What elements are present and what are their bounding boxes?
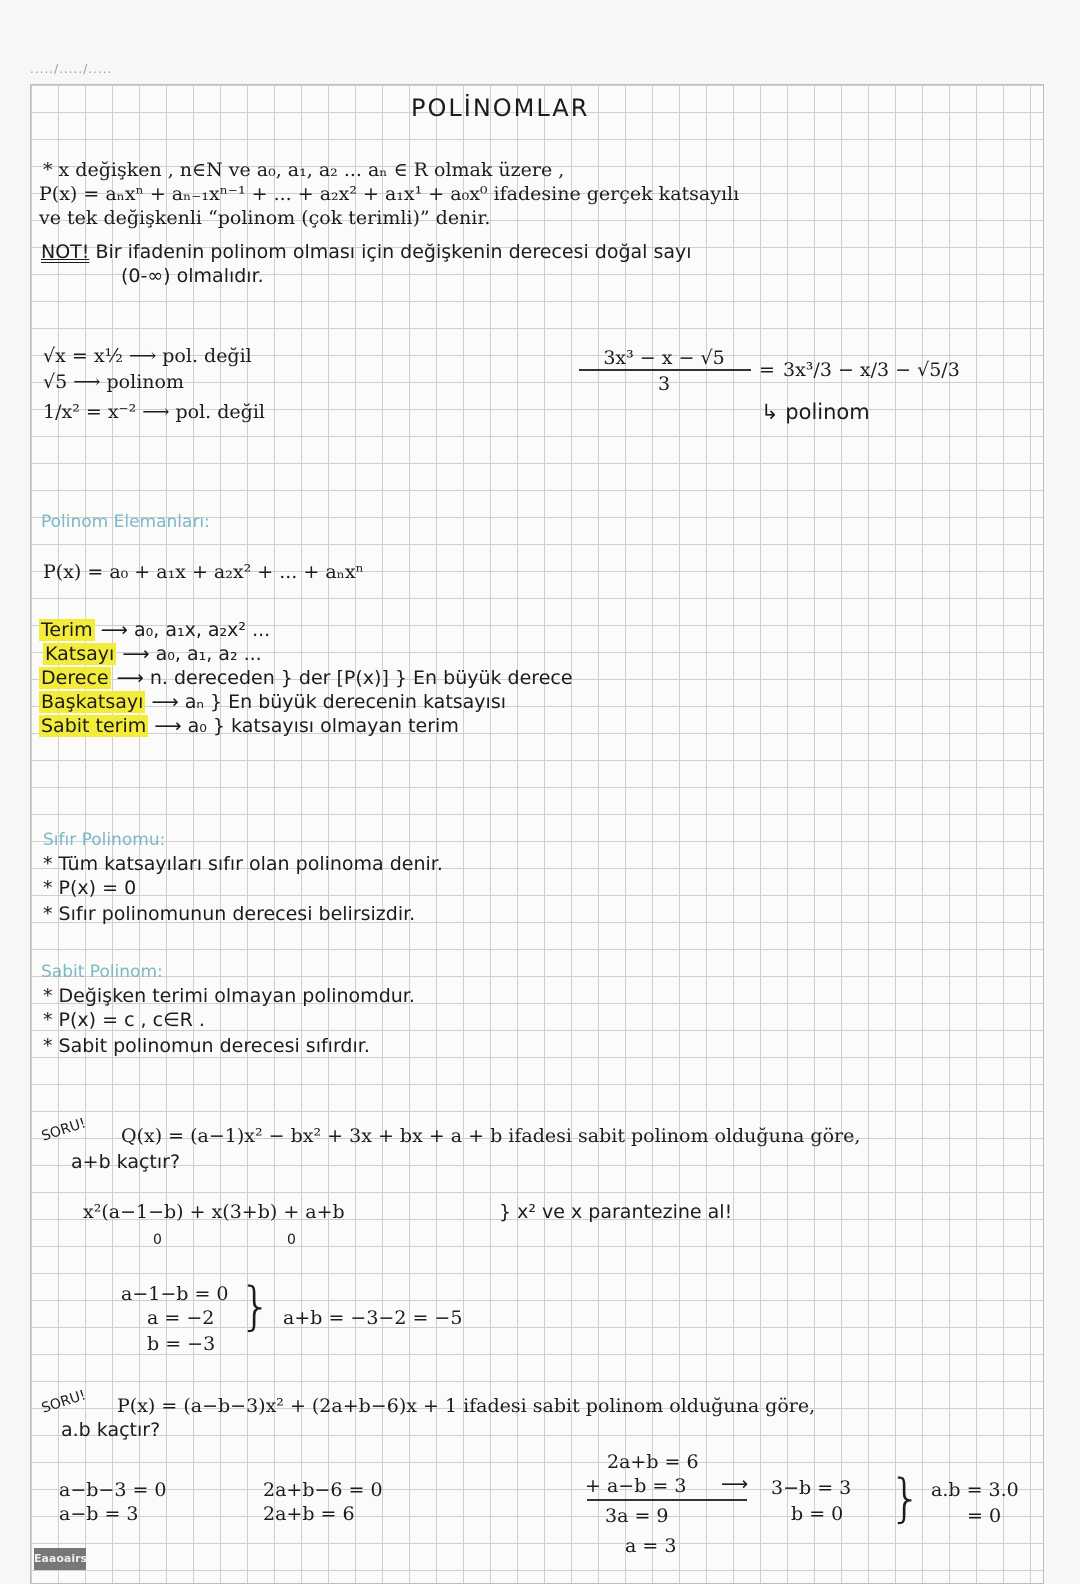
section-heading-zero: Sıfır Polinomu: — [43, 830, 166, 850]
question-1-line-1: Q(x) = (a−1)x² − bx² + 3x + bx + a + b ifadesi sabit polinom olduğuna göre, — [121, 1125, 861, 1147]
question-2-line-1: P(x) = (a−b−3)x² + (2a+b−6)x + 1 ifadesi sabit polinom olduğuna göre, — [117, 1395, 816, 1417]
fraction-split: 3x³/3 − x/3 − √5/3 — [783, 359, 960, 381]
question-2-sum-2: + a−b = 3 — [585, 1475, 687, 1497]
question-1-zero-2: 0 — [287, 1232, 296, 1248]
element-term: Katsayı — [45, 643, 115, 665]
note-block — [41, 241, 692, 263]
notebook-page — [30, 84, 1044, 1584]
question-1-zero-1: 0 — [153, 1232, 162, 1248]
element-value: ⟶ a₀, a₁x, a₂x² ... — [100, 619, 271, 641]
question-2-col1-2: a−b = 3 — [59, 1503, 139, 1525]
watermark-logo: Eaaoairs — [34, 1548, 86, 1570]
question-2-label: SORU! — [39, 1387, 88, 1417]
example-left-3: 1/x² = x⁻² ⟶ pol. değil — [43, 401, 265, 423]
question-1-eq-2: a = −2 — [147, 1307, 215, 1329]
element-value: ⟶ aₙ } En büyük derecenin katsayısı — [151, 691, 507, 713]
brace-icon: } — [239, 1277, 273, 1337]
question-2-sum-1: 2a+b = 6 — [607, 1451, 699, 1473]
element-term: Başkatsayı — [41, 691, 144, 713]
question-1-line-2: a+b kaçtır? — [71, 1151, 181, 1173]
element-row — [39, 619, 270, 641]
intro-line-1: * x değişken , n∈N ve a₀, a₁, a₂ ... aₙ ∈ R olmak üzere , — [43, 159, 565, 181]
zero-item-3: * Sıfır polinomunun derecesi belirsizdir. — [43, 903, 416, 925]
question-2-sum-3: 3a = 9 — [605, 1505, 669, 1527]
element-value: ⟶ n. dereceden } der [P(x)] } En büyük derece — [116, 667, 573, 689]
section-heading-elements: Polinom Elemanları: — [41, 512, 210, 532]
polinom-result: ↳ polinom — [761, 400, 870, 424]
question-2-sub-2: b = 0 — [791, 1503, 844, 1525]
element-row — [39, 691, 506, 713]
intro-line-2: P(x) = aₙxⁿ + aₙ₋₁xⁿ⁻¹ + ... + a₂x² + a₁x¹ + a₀x⁰ ifadesine gerçek katsayılı — [39, 183, 740, 205]
example-left-2: √5 ⟶ polinom — [43, 371, 184, 393]
note-label: NOT! — [41, 241, 90, 263]
const-item-3: * Sabit polinomun derecesi sıfırdır. — [43, 1035, 370, 1057]
question-2-col1-1: a−b−3 = 0 — [59, 1479, 167, 1501]
sum-line — [587, 1499, 747, 1501]
question-2-answer-1: a.b = 3.0 — [931, 1479, 1019, 1501]
page-title: POLİNOMLAR — [411, 94, 590, 122]
question-2-col2-2: 2a+b = 6 — [263, 1503, 355, 1525]
fraction-bar — [579, 369, 751, 371]
note-line-1: Bir ifadenin polinom olması için değişkenin derecesi doğal sayı — [95, 241, 692, 263]
general-formula: P(x) = a₀ + a₁x + a₂x² + ... + aₙxⁿ — [43, 561, 364, 583]
element-row — [43, 643, 262, 665]
date-field: ...../...../..... — [30, 62, 113, 76]
brace-icon: } — [889, 1469, 923, 1529]
note-line-2: (0-∞) olmalıdır. — [121, 265, 264, 287]
fraction-denominator: 3 — [657, 373, 671, 395]
question-1-eq-1: a−1−b = 0 — [121, 1283, 229, 1305]
element-row — [39, 715, 459, 737]
element-value: ⟶ a₀, a₁, a₂ ... — [122, 643, 262, 665]
section-heading-constant: Sabit Polinom: — [41, 962, 163, 982]
element-value: ⟶ a₀ } katsayısı olmayan terim — [154, 715, 459, 737]
question-1-hint: } x² ve x parantezine al! — [499, 1201, 733, 1223]
question-1-label: SORU! — [39, 1115, 88, 1145]
arrow-icon: ⟶ — [721, 1473, 749, 1495]
zero-item-1: * Tüm katsayıları sıfır olan polinoma denir. — [43, 853, 443, 875]
question-1-eq-3: b = −3 — [147, 1333, 216, 1355]
intro-line-3: ve tek değişkenli “polinom (çok terimli)” denir. — [39, 207, 491, 229]
zero-item-2: * P(x) = 0 — [43, 877, 137, 899]
example-left-1: √x = x½ ⟶ pol. değil — [43, 345, 252, 367]
question-1-step-1: x²(a−1−b) + x(3+b) + a+b — [83, 1201, 345, 1223]
question-2-line-2: a.b kaçtır? — [61, 1419, 161, 1441]
question-2-answer-2: = 0 — [967, 1505, 1002, 1527]
const-item-1: * Değişken terimi olmayan polinomdur. — [43, 985, 415, 1007]
fraction-numerator: 3x³ − x − √5 — [603, 347, 725, 369]
question-2-col2-1: 2a+b−6 = 0 — [263, 1479, 383, 1501]
element-term: Sabit terim — [41, 715, 147, 737]
question-2-sum-4: a = 3 — [625, 1535, 677, 1557]
element-row — [39, 667, 573, 689]
element-term: Derece — [41, 667, 109, 689]
equals-sign: = — [759, 359, 775, 381]
question-2-sub-1: 3−b = 3 — [771, 1477, 852, 1499]
const-item-2: * P(x) = c , c∈R . — [43, 1009, 205, 1031]
question-1-answer: a+b = −3−2 = −5 — [283, 1307, 463, 1329]
element-term: Terim — [41, 619, 93, 641]
